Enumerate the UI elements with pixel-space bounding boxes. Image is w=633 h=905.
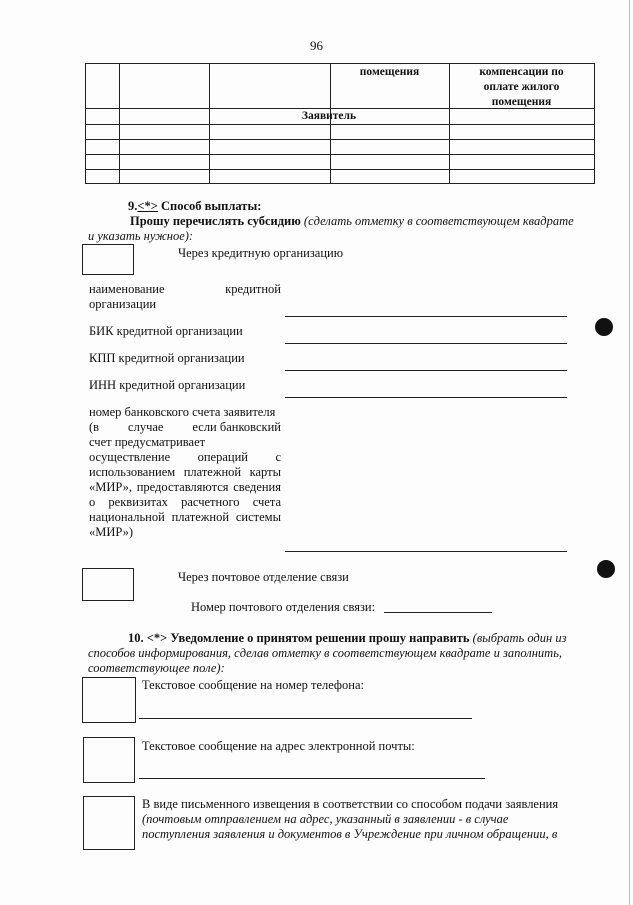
email-option-checkbox[interactable] bbox=[83, 737, 135, 783]
email-address-field[interactable] bbox=[139, 778, 485, 779]
letter-option-checkbox[interactable] bbox=[83, 796, 135, 850]
bank-name-label: наименование кредитной организации bbox=[89, 282, 281, 311]
post-option-checkbox[interactable] bbox=[82, 568, 134, 601]
header-room: помещения bbox=[359, 66, 420, 78]
bank-option-checkbox[interactable] bbox=[82, 244, 134, 275]
bank-name-field[interactable] bbox=[285, 316, 567, 317]
post-option-label: Через почтовое отделение связи bbox=[178, 570, 349, 584]
section9-request: Прошу перечислять субсидию (сделать отметку в соответствующем квадрате bbox=[130, 214, 574, 228]
bik-field[interactable] bbox=[285, 343, 567, 344]
applicant-table bbox=[85, 63, 595, 184]
letter-option-note-line1: (почтовым отправлением на адрес, указанный в заявлении - в случае bbox=[142, 812, 509, 826]
post-number-field[interactable] bbox=[384, 612, 492, 613]
section9-hint: и указать нужное): bbox=[88, 229, 194, 243]
applicant-label: Заявитель bbox=[301, 110, 357, 122]
inn-field[interactable] bbox=[285, 397, 567, 398]
kpp-field[interactable] bbox=[285, 370, 567, 371]
letter-option-label: В виде письменного извещения в соответствии со способом подачи заявления bbox=[142, 797, 559, 811]
post-number-label: Номер почтового отделения связи: bbox=[191, 600, 376, 614]
inn-label: ИНН кредитной организации bbox=[89, 378, 246, 392]
punch-hole-bottom bbox=[597, 560, 615, 578]
section10-hint-line2: способов информирования, сделав отметку в соответствующем квадрате и заполнить, bbox=[88, 646, 563, 660]
letter-option-note-line2: поступления заявления и документов в Учреждение при личном обращении, в bbox=[142, 827, 558, 841]
section10-heading: 10. <*> Уведомление о принятом решении прошу направить (выбрать один из bbox=[128, 631, 567, 645]
punch-hole-top bbox=[595, 318, 613, 336]
header-compensation-1: компенсации по bbox=[479, 66, 564, 78]
sms-option-checkbox[interactable] bbox=[82, 677, 136, 723]
sms-option-label: Текстовое сообщение на номер телефона: bbox=[142, 678, 364, 692]
bank-option-label: Через кредитную организацию bbox=[178, 246, 344, 260]
phone-number-field[interactable] bbox=[139, 718, 472, 719]
header-compensation-3: помещения bbox=[491, 96, 552, 108]
section9-heading: 9.<*> Способ выплаты: bbox=[128, 199, 262, 213]
account-label: номер банковского счета заявителя (в случае если банковский счет предусматривает осуществление операций с использованием платежной карты «МИР», предоставляются сведения о реквизитах расчетного счета национальной платежной системы «МИР») bbox=[89, 405, 281, 539]
page-edge bbox=[629, 0, 630, 905]
page-number: 96 bbox=[310, 38, 323, 53]
section10-hint-line3: соответствующее поле): bbox=[88, 661, 225, 675]
account-field[interactable] bbox=[285, 551, 567, 552]
bik-label: БИК кредитной организации bbox=[89, 324, 243, 338]
email-option-label: Текстовое сообщение на адрес электронной почты: bbox=[142, 739, 415, 753]
kpp-label: КПП кредитной организации bbox=[89, 351, 245, 365]
header-compensation-2: оплате жилого bbox=[483, 81, 560, 93]
